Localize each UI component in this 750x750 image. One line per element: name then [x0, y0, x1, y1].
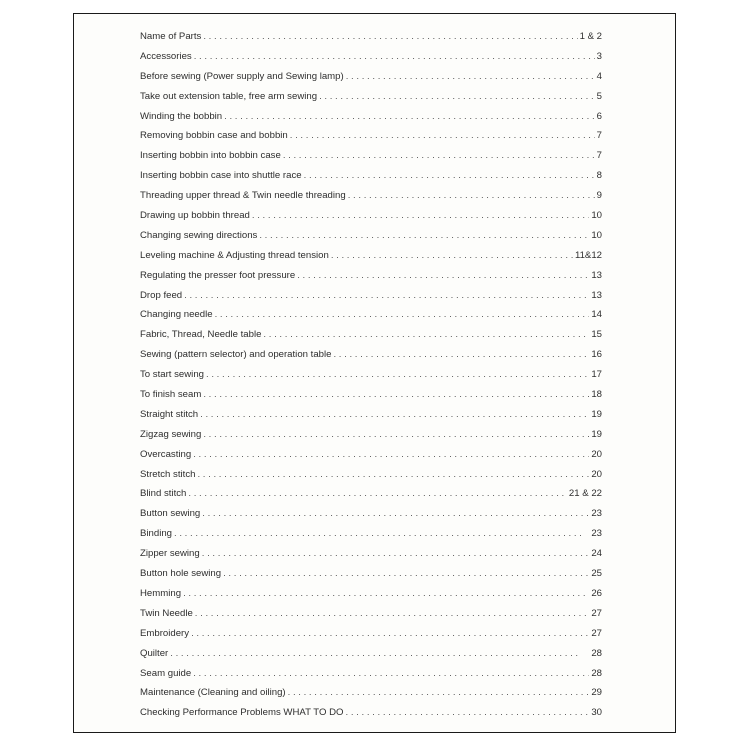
toc-entry-page: 18 — [591, 389, 602, 401]
toc-entry — [140, 508, 602, 528]
toc-entry — [140, 91, 602, 111]
toc-entry-title: Inserting bobbin case into shuttle race — [140, 170, 302, 182]
toc-entry — [140, 71, 602, 91]
dot-leader — [288, 687, 590, 698]
dot-leader — [259, 230, 589, 241]
toc-entry — [140, 469, 602, 489]
toc-entry-page: 27 — [591, 607, 602, 619]
document-page — [73, 13, 676, 733]
toc-entry-page: 14 — [591, 309, 602, 321]
toc-entry-page: 20 — [591, 448, 602, 460]
dot-leader — [346, 707, 590, 718]
toc-entry-page: 16 — [591, 349, 602, 361]
dot-leader — [215, 309, 590, 320]
toc-entry-title: Take out extension table, free arm sewing — [140, 90, 318, 102]
toc-entry-title: Quilter — [140, 647, 169, 659]
toc-entry-page: 19 — [591, 408, 602, 420]
dot-leader — [203, 429, 589, 440]
toc-entry-page: 28 — [591, 647, 602, 659]
toc-entry — [140, 369, 602, 389]
toc-entry — [140, 190, 602, 210]
toc-entry-page: 13 — [591, 269, 602, 281]
dot-leader — [174, 528, 589, 539]
toc-entry-page: 11&12 — [574, 249, 602, 261]
toc-entry — [140, 628, 602, 648]
toc-entry-page: 23 — [591, 508, 602, 520]
toc-entry — [140, 210, 602, 230]
toc-entry-page: 13 — [591, 289, 602, 301]
toc-entry-title: Accessories — [140, 50, 192, 62]
dot-leader — [283, 150, 595, 161]
toc-entry — [140, 648, 602, 668]
toc-entry — [140, 389, 602, 409]
dot-leader — [224, 111, 595, 122]
dot-leader — [223, 568, 589, 579]
toc-entry-page: 7 — [596, 130, 602, 142]
toc-entry-page: 24 — [591, 548, 602, 560]
toc-entry-page: 26 — [591, 587, 602, 599]
toc-entry-title: Changing sewing directions — [140, 229, 258, 241]
toc-entry-title: Button hole sewing — [140, 568, 222, 580]
toc-entry-title: Overcasting — [140, 448, 192, 460]
toc-entry — [140, 528, 602, 548]
dot-leader — [195, 608, 590, 619]
toc-entry-title: Twin Needle — [140, 607, 193, 619]
dot-leader — [348, 190, 595, 201]
toc-entry — [140, 548, 602, 568]
toc-entry-page: 7 — [596, 150, 602, 162]
toc-entry-page: 29 — [591, 687, 602, 699]
dot-leader — [184, 290, 589, 301]
toc-entry — [140, 270, 602, 290]
toc-entry-title: Zigzag sewing — [140, 428, 202, 440]
toc-entry — [140, 31, 602, 51]
toc-entry — [140, 250, 602, 270]
toc-entry-page: 10 — [591, 229, 602, 241]
toc-entry-page: 23 — [591, 528, 602, 540]
dot-leader — [194, 51, 595, 62]
dot-leader — [290, 130, 595, 141]
toc-entry-title: Regulating the presser foot pressure — [140, 269, 296, 281]
toc-entry — [140, 449, 602, 469]
toc-entry-title: To start sewing — [140, 369, 204, 381]
toc-entry-page: 21 & 22 — [568, 488, 602, 500]
toc-entry — [140, 349, 602, 369]
toc-entry — [140, 130, 602, 150]
toc-entry — [140, 230, 602, 250]
toc-entry — [140, 707, 602, 727]
toc-entry-page: 5 — [596, 90, 602, 102]
toc-entry-title: Drawing up bobbin thread — [140, 210, 250, 222]
toc-entry-title: Before sewing (Power supply and Sewing lamp) — [140, 70, 344, 82]
toc-entry-title: Threading upper thread & Twin needle threading — [140, 190, 346, 202]
toc-entry — [140, 568, 602, 588]
toc-entry-title: Drop feed — [140, 289, 183, 301]
toc-entry-title: Checking Performance Problems WHAT TO DO — [140, 707, 344, 719]
toc-entry — [140, 290, 602, 310]
toc-entry — [140, 51, 602, 71]
dot-leader — [331, 250, 573, 261]
toc-entry-title: Embroidery — [140, 627, 190, 639]
toc-entry — [140, 608, 602, 628]
toc-entry-title: Name of Parts — [140, 31, 202, 42]
toc-entry-title: Zipper sewing — [140, 548, 200, 560]
toc-entry-title: Button sewing — [140, 508, 201, 520]
toc-entry — [140, 309, 602, 329]
toc-entry-title: Inserting bobbin into bobbin case — [140, 150, 281, 162]
dot-leader — [206, 369, 589, 380]
toc-entry-title: Leveling machine & Adjusting thread tension — [140, 249, 329, 261]
toc-entry-page: 27 — [591, 627, 602, 639]
toc-entry-title: Stretch stitch — [140, 468, 196, 480]
toc-entry-page: 3 — [596, 50, 602, 62]
toc-entry-page: 28 — [591, 667, 602, 679]
toc-entry-title: Maintenance (Cleaning and oiling) — [140, 687, 286, 699]
dot-leader — [183, 588, 589, 599]
toc-entry-title: Binding — [140, 528, 173, 540]
dot-leader — [333, 349, 589, 360]
toc-entry-page: 1 & 2 — [579, 31, 602, 42]
toc-entry — [140, 329, 602, 349]
toc-entry-title: Removing bobbin case and bobbin — [140, 130, 288, 142]
toc-entry-page: 20 — [591, 468, 602, 480]
dot-leader — [191, 628, 589, 639]
dot-leader — [202, 508, 589, 519]
toc-entry-page: 6 — [596, 110, 602, 122]
dot-leader — [346, 71, 595, 82]
toc-entry-title: To finish seam — [140, 389, 202, 401]
table-of-contents — [140, 31, 602, 727]
toc-entry-title: Blind stitch — [140, 488, 187, 500]
dot-leader — [319, 91, 595, 102]
toc-entry-page: 17 — [591, 369, 602, 381]
dot-leader — [252, 210, 589, 221]
toc-entry — [140, 488, 602, 508]
toc-entry — [140, 170, 602, 190]
dot-leader — [304, 170, 595, 181]
dot-leader — [188, 488, 567, 499]
toc-entry — [140, 429, 602, 449]
dot-leader — [197, 469, 589, 480]
toc-entry-title: Winding the bobbin — [140, 110, 223, 122]
toc-entry — [140, 668, 602, 688]
dot-leader — [203, 389, 589, 400]
dot-leader — [200, 409, 589, 420]
toc-entry-page: 9 — [596, 190, 602, 202]
toc-entry-page: 30 — [591, 707, 602, 719]
toc-entry — [140, 687, 602, 707]
toc-entry — [140, 111, 602, 131]
toc-entry-title: Hemming — [140, 587, 182, 599]
dot-leader — [202, 548, 590, 559]
dot-leader — [193, 668, 589, 679]
toc-entry — [140, 588, 602, 608]
toc-entry-page: 8 — [596, 170, 602, 182]
dot-leader — [170, 648, 589, 659]
dot-leader — [297, 270, 589, 281]
toc-entry-page: 4 — [596, 70, 602, 82]
dot-leader — [203, 31, 577, 42]
toc-entry-title: Straight stitch — [140, 408, 199, 420]
toc-entry — [140, 409, 602, 429]
toc-entry — [140, 150, 602, 170]
dot-leader — [263, 329, 589, 340]
toc-entry-page: 19 — [591, 428, 602, 440]
toc-entry-page: 15 — [591, 329, 602, 341]
toc-entry-title: Sewing (pattern selector) and operation table — [140, 349, 332, 361]
toc-entry-title: Changing needle — [140, 309, 213, 321]
toc-entry-page: 25 — [591, 568, 602, 580]
toc-entry-page: 10 — [591, 210, 602, 222]
toc-entry-title: Seam guide — [140, 667, 192, 679]
toc-entry-title: Fabric, Thread, Needle table — [140, 329, 262, 341]
dot-leader — [193, 449, 589, 460]
